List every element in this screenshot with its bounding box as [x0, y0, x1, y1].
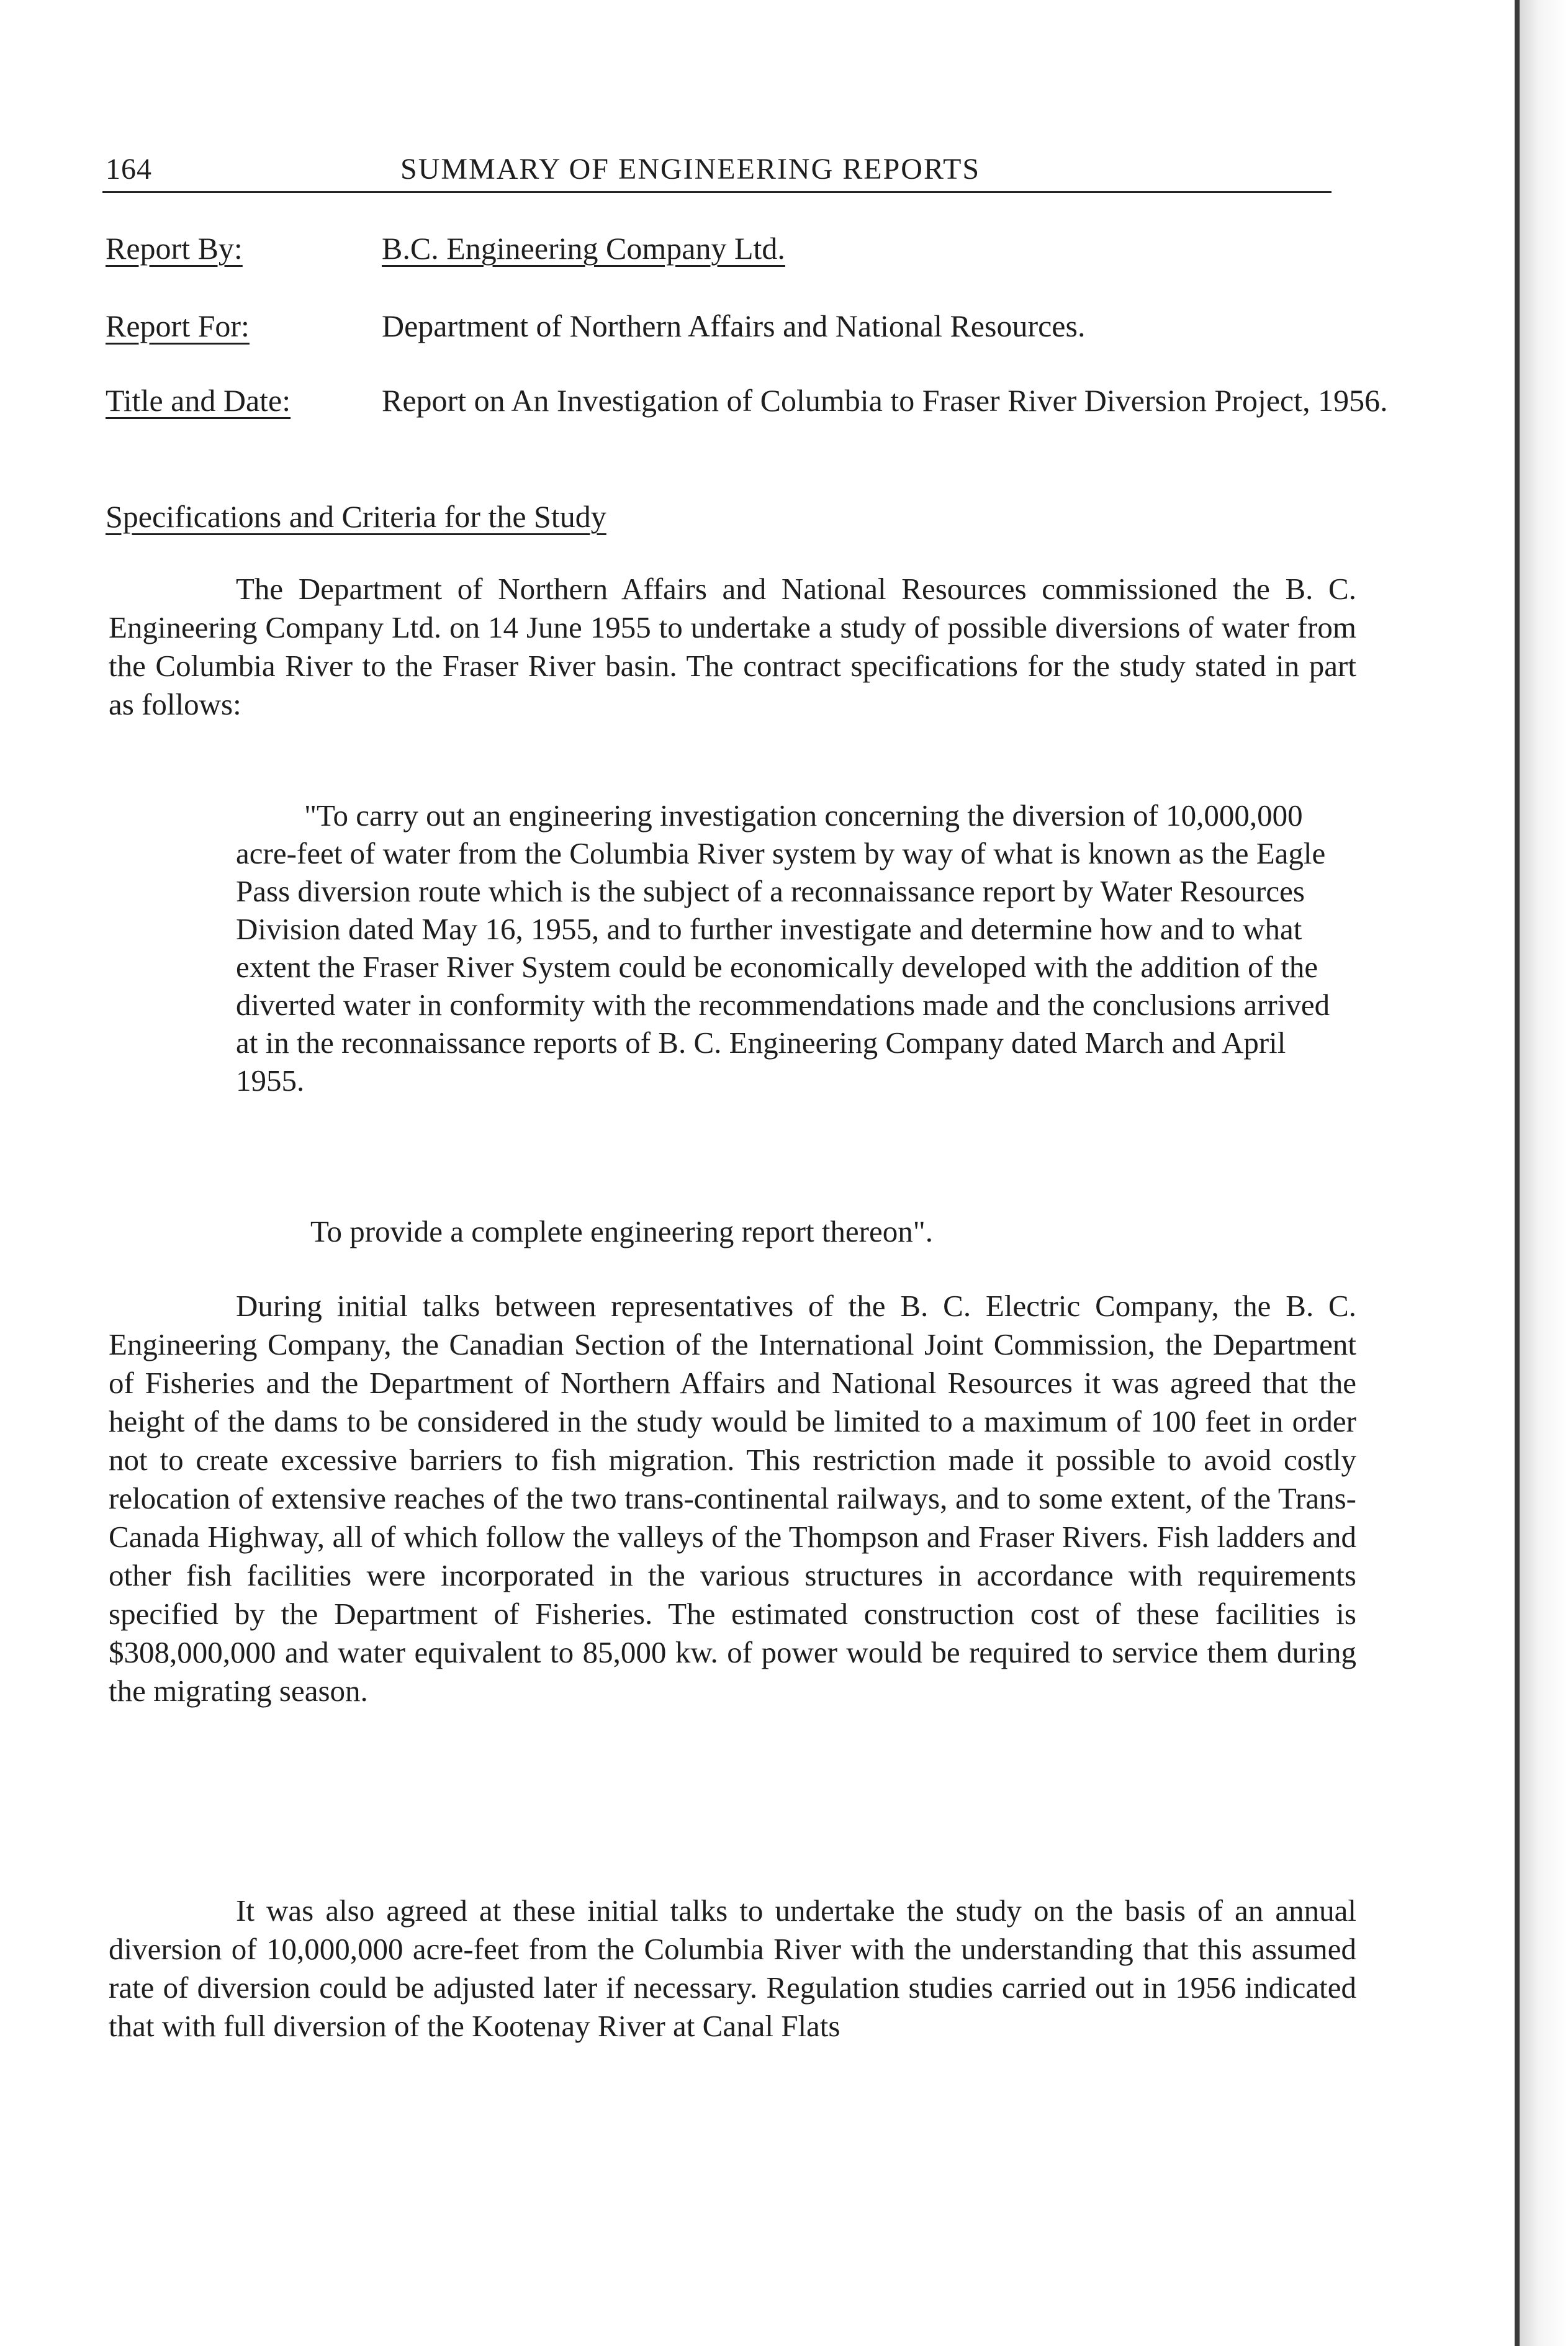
title-and-date-value: Report on An Investigation of Columbia to Fraser River Diversion Project, 1956. [382, 383, 1388, 418]
running-title: SUMMARY OF ENGINEERING REPORTS [400, 153, 981, 186]
paragraph-1: The Department of Northern Affairs and National Resources commissioned the B. C. Engineering Company Ltd. on 14 June 1955 to undertake a study of possible diversions of water from the Columbia River to the Fraser River basin. The contract specifications for the study stated in part as follows: [109, 572, 1356, 721]
paragraph-3: It was also agreed at these initial talks to undertake the study on the basis of an annual diversion of 10,000,000 acre-feet from the Columbia River with the understanding that this assumed rate of diversion could be adjusted later if necessary. Regulation studies carried out in 1956 indicated that with full diversion of the Kootenay River at Canal Flats [109, 1893, 1356, 2043]
quote-closing-line: To provide a complete engineering report thereon". [310, 1214, 933, 1248]
header-rule [102, 191, 1331, 193]
report-by-label: Report By: [106, 231, 243, 266]
binding-edge [1515, 0, 1520, 2346]
title-and-date-label: Title and Date: [106, 383, 291, 418]
page-number: 164 [106, 153, 152, 186]
report-by-value: B.C. Engineering Company Ltd. [382, 231, 785, 266]
report-for-label: Report For: [106, 309, 250, 343]
section-heading: Specifications and Criteria for the Study [106, 499, 606, 534]
report-for-value: Department of Northern Affairs and National Resources. [382, 309, 1086, 343]
quote-paragraph: "To carry out an engineering investigation concerning the diversion of 10,000,000 acre-feet of water from the Columbia River system by way of what is known as the Eagle Pass diversion route which is the subject of a reconnaissance report by Water Resources Division dated May 16, 1955, and to further investigate and determine how and to what extent the Fraser River System could be economically developed with the addition of the diverted water in conformity with the recommendations made and the conclusions arrived at in the reconnaissance reports of B. C. Engineering Company dated March and April 1955. [236, 798, 1330, 1098]
paragraph-2: During initial talks between representatives of the B. C. Electric Company, the B. C. Engineering Company, the Canadian Section of the International Joint Commission, the Department of Fisheries and the Department of Northern Affairs and National Resources it was agreed that the height of the dams to be considered in the study would be limited to a maximum of 100 feet in order not to create excessive barriers to fish migration. This restriction made it possible to avoid costly relocation of extensive reaches of the two trans-continental railways, and to some extent, of the Trans-Canada Highway, all of which follow the valleys of the Thompson and Fraser Rivers. Fish ladders and other fish facilities were incorporated in the various structures in accordance with requirements specified by the Department of Fisheries. The estimated construction cost of these facilities is $308,000,000 and water equivalent to 85,000 kw. of power would be required to service them during the migrating season. [109, 1289, 1356, 1708]
page-header [106, 152, 1328, 189]
binding-shadow [1520, 0, 1568, 2346]
